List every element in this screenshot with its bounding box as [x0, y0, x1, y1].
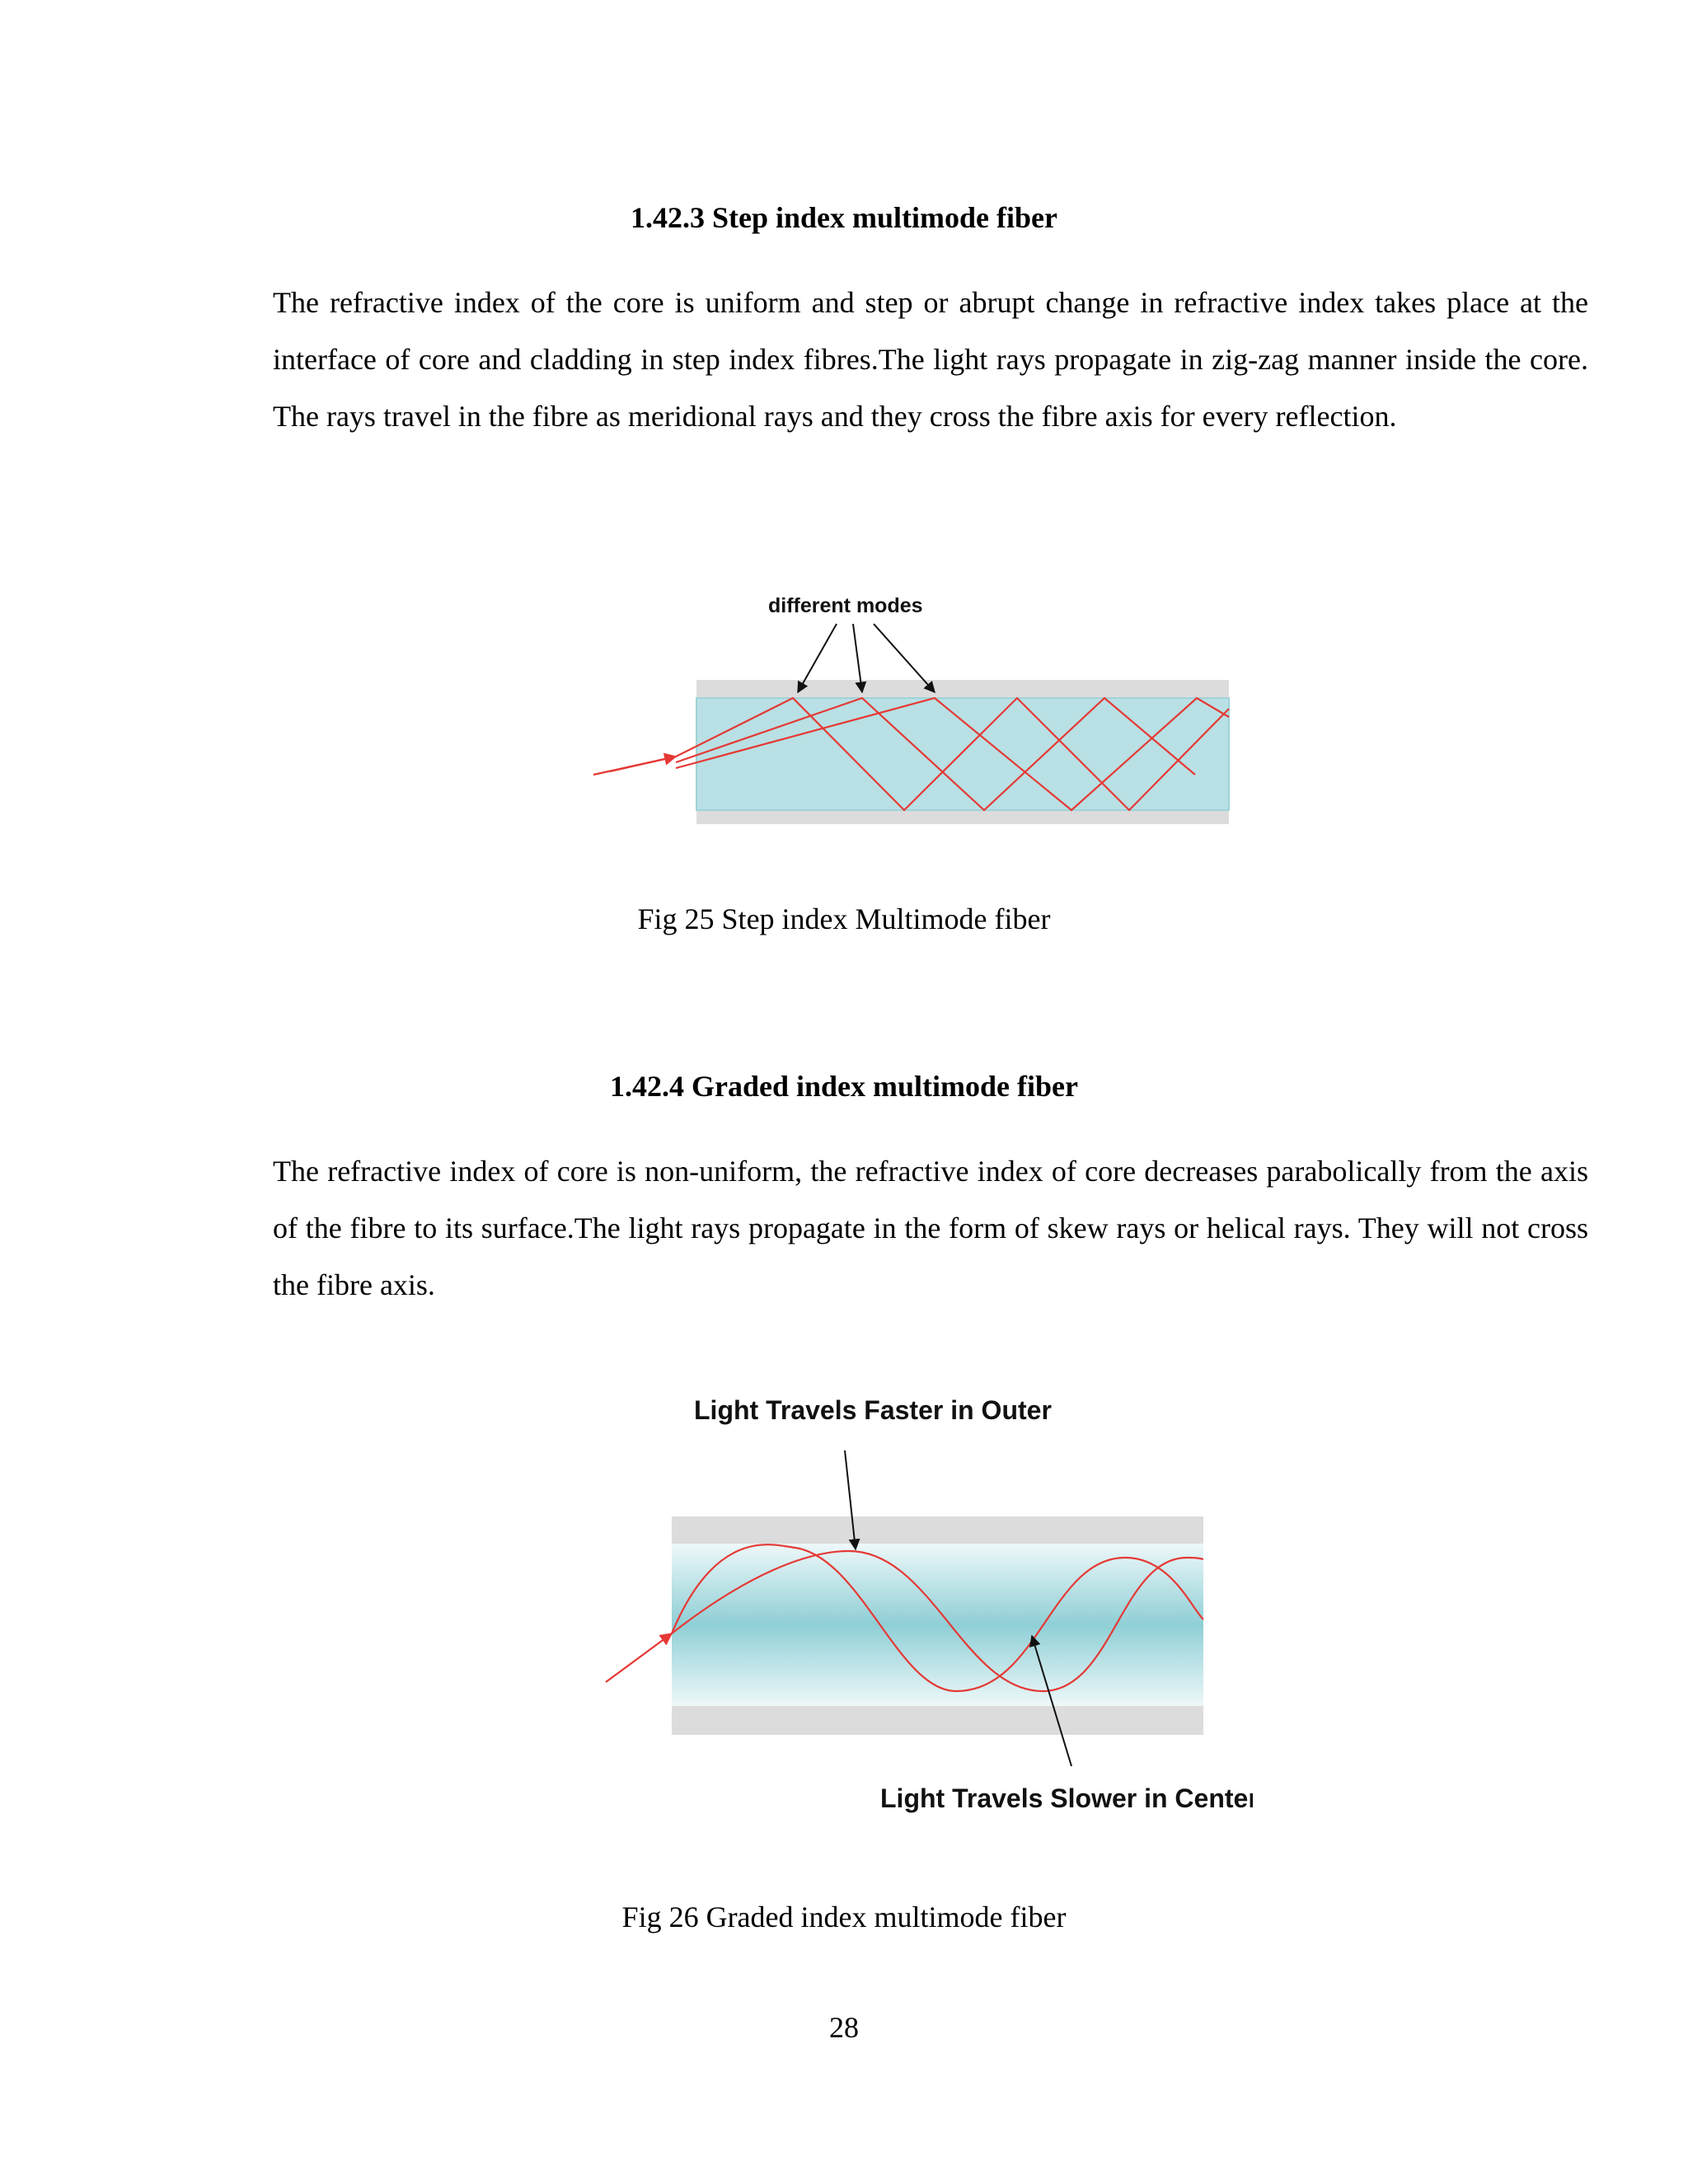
- figure-step-index: [577, 577, 1253, 853]
- section-heading-graded-index: 1.42.4 Graded index multimode fiber: [610, 1070, 1078, 1103]
- faster-outer-label: Light Travels Faster in Outer: [694, 1395, 1052, 1425]
- input-ray-arrow: [606, 1633, 672, 1682]
- figure-caption-step-index: Fig 25 Step index Multimode fiber: [637, 902, 1051, 935]
- slower-center-label: Light Travels Slower in Center: [880, 1783, 1253, 1813]
- figure-caption-graded-index: Fig 26 Graded index multimode fiber: [621, 1900, 1067, 1933]
- graded-index-diagram: [577, 1385, 1253, 1830]
- figure-graded-index: [577, 1385, 1253, 1834]
- fiber-core-graded: [672, 1544, 1203, 1706]
- paragraph-graded-index: The refractive index of core is non-uniform, the refractive index of core decreases parabolically from the axis of the fibre to its surface.The light rays propagate in the form of skew rays or helical rays. They will not cross the fibre axis.: [273, 1155, 1588, 1301]
- fiber-core: [696, 698, 1229, 810]
- page-number: 28: [829, 2011, 859, 2044]
- paragraph-step-index: The refractive index of the core is uniform and step or abrupt change in refractive index takes place at the interface of core and cladding in step index fibres.The light rays propagate in zig-zag manner inside the core. The rays travel in the fibre as meridional rays and they cross the fibre axis for every reflection.: [273, 286, 1588, 433]
- section-heading-step-index: 1.42.3 Step index multimode fiber: [631, 201, 1057, 234]
- different-modes-label: different modes: [768, 594, 923, 617]
- step-index-diagram: [577, 577, 1253, 849]
- input-ray-arrow: [610, 757, 676, 771]
